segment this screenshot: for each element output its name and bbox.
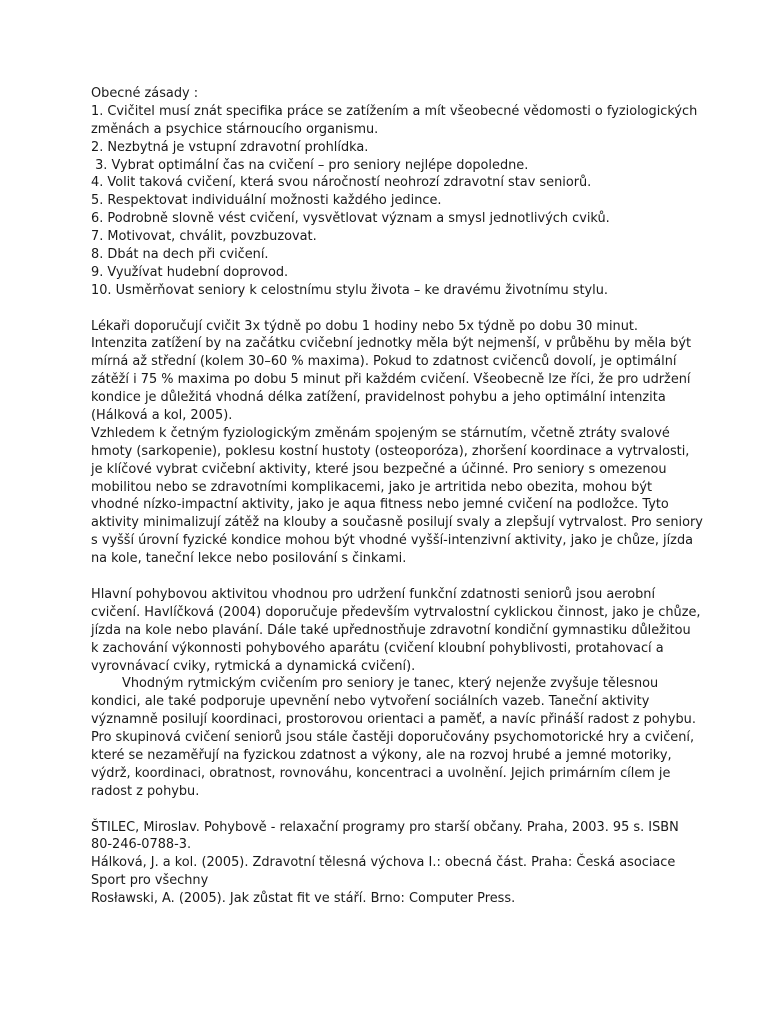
text-line: mírná až střední (kolem 30–60 % maxima). Pokud to zdatnost cvičenců dovolí, je optimální xyxy=(91,354,677,370)
principle-line: 2. Nezbytná je vstupní zdravotní prohlídka. xyxy=(91,139,369,155)
paragraph-recommendations xyxy=(91,318,691,425)
text-line: je klíčové vybrat cvičební aktivity, které jsou bezpečné a účinné. Pro seniory s omezenou xyxy=(91,461,667,477)
principle-line: 4. Volit taková cvičení, která svou náročností neohrozí zdravotní stav seniorů. xyxy=(91,175,592,191)
principle-line: 9. Využívat hudební doprovod. xyxy=(91,264,289,280)
paragraph-gap xyxy=(91,300,691,318)
text-line: kondice je důležitá vhodná délka zatížení, pravidelnost pohybu a jeho optimální intenzita xyxy=(91,390,666,406)
text-line: které se nezaměřují na fyzickou zdatnost a výkony, ale na rozvoj hrubé a jemné motoriky, xyxy=(91,747,672,763)
principle-line: 10. Usměrňovat seniory k celostnímu stylu života – ke dravému životnímu stylu. xyxy=(91,282,608,298)
reference-line: 80-246-0788-3. xyxy=(91,837,192,853)
text-line: Pro skupinová cvičení seniorů jsou stále častěji doporučovány psychomotorické hry a cvičení, xyxy=(91,730,695,746)
text-line: zátěží i 75 % maxima po dobu 5 minut při každém cvičení. Všeobecně lze říci, že pro udržení xyxy=(91,372,691,388)
text-line: mobilitou nebo se zdravotními komplikacemi, jako je artritida nebo obezita, mohou být xyxy=(91,479,653,495)
text-line: vyrovnávací cviky, rytmická a dynamická cvičení). xyxy=(91,658,416,674)
paragraph-gap xyxy=(91,568,691,586)
text-line: vhodné nízko-impactní aktivity, jako je aqua fitness nebo jemné cvičení na podložce. Tyto xyxy=(91,497,669,513)
principle-line: změnách a psychice stárnoucího organismu. xyxy=(91,121,379,137)
text-line: Hlavní pohybovou aktivitou vhodnou pro udržení funkční zdatnosti seniorů jsou aerobní xyxy=(91,586,656,602)
text-line: k zachování výkonnosti pohybového aparátu (cvičení kloubní pohyblivosti, protahovací a xyxy=(91,640,664,656)
text-line: Vzhledem k četným fyziologickým změnám spojeným se stárnutím, včetně ztráty svalové xyxy=(91,425,670,441)
references-section xyxy=(91,819,691,908)
principle-line: 3. Vybrat optimální čas na cvičení – pro seniory nejlépe dopoledne. xyxy=(91,157,529,173)
text-line: jízda na kole nebo plavání. Dále také upřednostňuje zdravotní kondiční gymnastiku důležitou xyxy=(91,622,691,638)
text-line: kondici, ale také podporuje upevnění nebo vytvoření sociálních vazeb. Taneční aktivity xyxy=(91,694,650,710)
text-line: významně posilují koordinaci, prostorovou orientaci a paměť, a navíc přináší radost z pohybu. xyxy=(91,712,696,728)
principles-heading: Obecné zásady : xyxy=(91,86,199,101)
document-page xyxy=(91,85,703,908)
reference-line: ŠTILEC, Miroslav. Pohybově - relaxační programy pro starší občany. Praha, 2003. 95 s. ISBN xyxy=(91,819,679,835)
reference-line: Hálková, J. a kol. (2005). Zdravotní tělesná výchova I.: obecná část. Praha: Česká asociace xyxy=(91,855,676,871)
text-line: (Hálková a kol, 2005). xyxy=(91,408,233,424)
principle-line: 7. Motivovat, chválit, povzbuzovat. xyxy=(91,229,317,245)
text-line: radost z pohybu. xyxy=(91,783,200,799)
text-line: cvičení. Havlíčková (2004) doporučuje především vytrvalostní cyklickou činnost, jako je chůze, xyxy=(91,604,701,620)
text-line: Lékaři doporučují cvičit 3x týdně po dobu 1 hodiny nebo 5x týdně po dobu 30 minut. xyxy=(91,318,639,334)
paragraph-physiology xyxy=(91,425,703,568)
text-line: na kole, taneční lekce nebo posilování s činkami. xyxy=(91,551,407,567)
reference-line: Sport pro všechny xyxy=(91,873,209,889)
text-line: Vhodným rytmickým cvičením pro seniory je tanec, který nejenže zvyšuje tělesnou xyxy=(122,676,659,692)
principle-line: 8. Dbát na dech při cvičení. xyxy=(91,247,269,263)
text-line: hmoty (sarkopenie), poklesu kostní hustoty (osteoporóza), zhoršení koordinace a vytrvalosti, xyxy=(91,443,690,459)
text-line: aktivity minimalizují zátěž na klouby a současně posilují svaly a zlepšují vytrvalost. Pro seniory xyxy=(91,515,703,531)
reference-line: Rosławski, A. (2005). Jak zůstat fit ve stáří. Brno: Computer Press. xyxy=(91,891,516,907)
paragraph-aerobic xyxy=(91,586,701,675)
paragraph-dance xyxy=(91,675,696,800)
text-line: výdrž, koordinaci, obratnost, rovnováhu, koncentraci a uvolnění. Jejich primárním cílem je xyxy=(91,765,671,781)
principle-line: 6. Podrobně slovně vést cvičení, vysvětlovat význam a smysl jednotlivých cviků. xyxy=(91,211,610,227)
paragraph-gap xyxy=(91,801,691,819)
text-line: Intenzita zatížení by na začátku cvičební jednotky měla být nejmenší, v průběhu by měla být xyxy=(91,336,692,352)
text-line: s vyšší úrovní fyzické kondice mohou být vhodné vyšší-intenzivní aktivity, jako je chůze, jízda xyxy=(91,533,694,549)
indented-line xyxy=(91,675,691,693)
principles-section xyxy=(91,85,698,300)
principle-line: 1. Cvičitel musí znát specifika práce se zatížením a mít všeobecné vědomosti o fyziologických xyxy=(91,103,698,119)
principle-line: 5. Respektovat individuální možnosti každého jedince. xyxy=(91,193,442,209)
